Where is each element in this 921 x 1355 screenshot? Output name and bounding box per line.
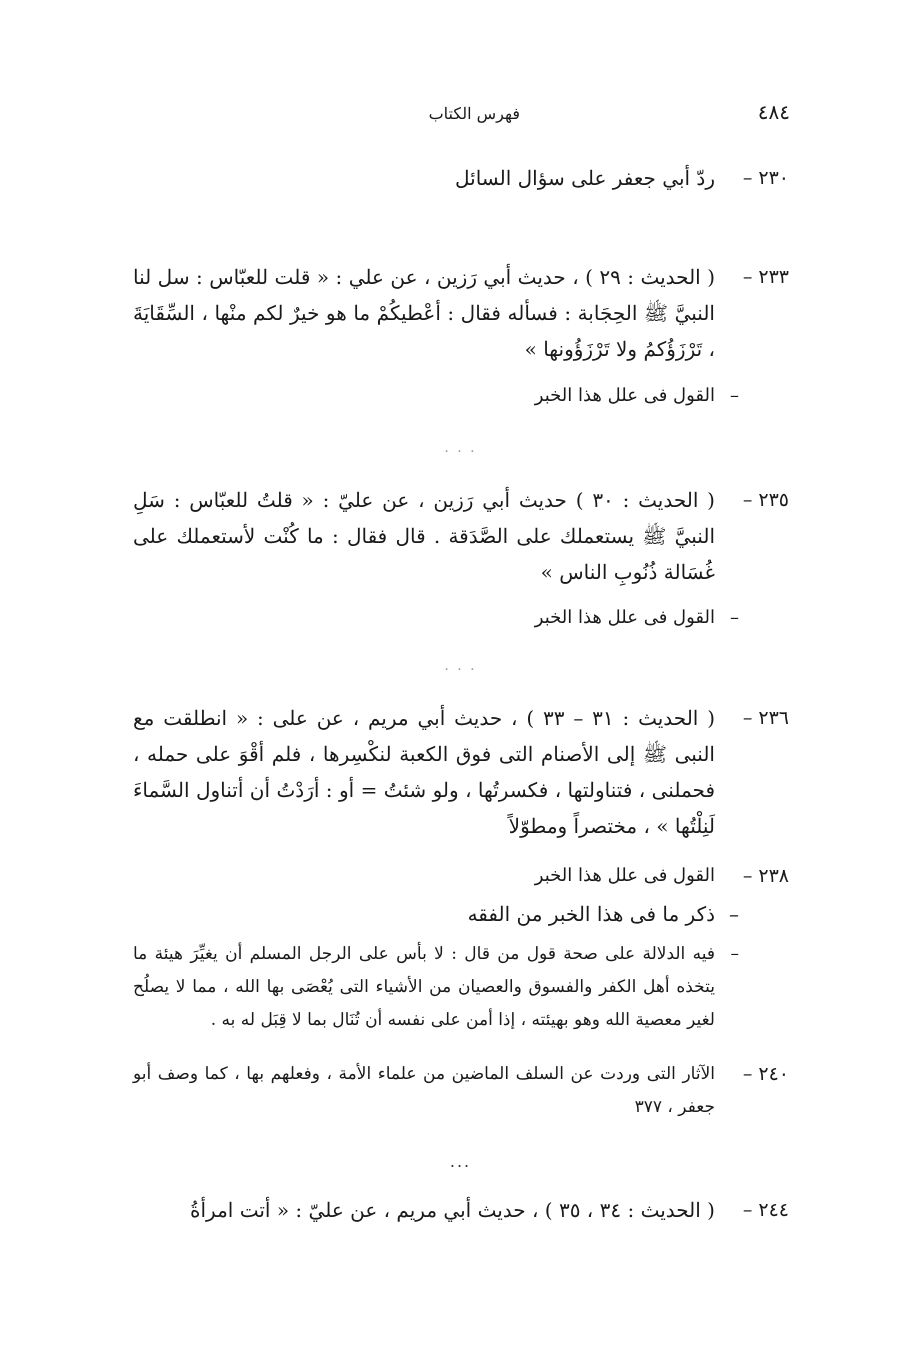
index-entry — [133, 1058, 789, 1124]
index-entry — [133, 160, 789, 196]
sub-entry-text: القول فى علل هذا الخبر — [534, 607, 715, 628]
index-entry — [133, 1192, 789, 1228]
sub-entry: – القول فى علل هذا الخبر — [133, 380, 789, 412]
section-separator: · · · — [444, 662, 477, 678]
entry-number: ٢٣٨ – — [742, 865, 789, 887]
section-separator: · · · — [444, 444, 477, 460]
entry-number: ٢٣٦ – — [742, 707, 789, 729]
entry-text: الآثار التى وردت عن السلف الماضين من علماء الأمة ، وفعلهم بها ، كما وصف أبو جعفر ، ٣٧٧ — [133, 1064, 715, 1117]
entry-number: ٢٣٣ – — [742, 266, 789, 288]
section-separator: ... — [449, 1152, 472, 1171]
page-number: ٤٨٤ — [757, 100, 790, 124]
sub-entry: – القول فى علل هذا الخبر — [133, 602, 789, 634]
page-header — [130, 100, 790, 130]
entry-number: ٢٤٠ – — [742, 1063, 789, 1085]
sub-entry-text: فيه الدلالة على صحة قول من قال : لا بأس على الرجل المسلم أن يغيِّرَ هيئة ما يتخذه أهل الكفر والفسوق والعصيان من الأشياء التى يُعْصَى بها الله ، مما لا يصلُح لغير معصية الله وهو بهيئته ، إذا أمن على نفسه أن تُنَال بما لا قِبَل له به . — [133, 944, 715, 1030]
sub-entry: – ذكر ما فى هذا الخبر من الفقه — [133, 898, 789, 930]
entry-text: ( الحديث : ٣٠ ) حديث أبي رَزين ، عن عليّ : « قلتُ للعبّاس : سَلِ النبيَّ ﷺ يستعملك على الصَّدَقة . قال فقال : ما كُنْت لأستعملك على غُسَالة ذُنُوبِ الناس » — [133, 488, 715, 584]
entry-text: ( الحديث : ٣١ – ٣٣ ) ، حديث أبي مريم ، عن على : « انطلقت مع النبى ﷺ إلى الأصنام التى فوق الكعبة لنكْسِرها ، فلم أقْوَ على حمله ، فحملنى ، فتناولتها ، فكسرتُها ، ولو شئتُ = أو : أرَدْتُ أن أتناول السَّماءَ لَنِلْتُها » ، مختصراً ومطوّلاً — [133, 706, 716, 838]
sub-entry: – فيه الدلالة على صحة قول من قال : لا بأس على الرجل المسلم أن يغيِّرَ هيئة ما يتخذه أهل الكفر والفسوق والعصيان من الأشياء التى يُعْصَى بها الله ، مما لا يصلُح لغير معصية الله وهو بهيئته ، إذا أمن على نفسه أن تُنَال بما لا قِبَل له به . — [133, 938, 789, 1037]
entry-number: ٢٣٥ – — [742, 489, 789, 511]
entry-text: القول فى علل هذا الخبر — [534, 865, 715, 886]
index-entry — [133, 860, 789, 892]
entry-text: ( الحديث : ٣٤ ، ٣٥ ) ، حديث أبي مريم ، عن عليّ : « أتت امرأةُ — [190, 1198, 715, 1222]
index-entry — [133, 259, 789, 367]
index-entry — [133, 700, 789, 844]
entry-text: ردّ أبي جعفر على سؤال السائل — [454, 166, 715, 190]
index-entry — [133, 482, 789, 590]
entry-number: ٢٣٠ – — [742, 167, 789, 189]
entry-text: ( الحديث : ٢٩ ) ، حديث أبي رَزين ، عن علي : « قلت للعبّاس : سل لنا النبيَّ ﷺ الحِجَابة : فسأله فقال : أعْطيكُمْ ما هو خيرٌ لكم منْها ، السِّقَايَةَ ، تَرْزَؤُكمُ ولا تَرْزَؤُونها » — [133, 265, 715, 361]
sub-entry-text: القول فى علل هذا الخبر — [534, 385, 715, 406]
entry-number: ٢٤٤ – — [742, 1199, 789, 1221]
sub-entry-text: ذكر ما فى هذا الخبر من الفقه — [467, 902, 715, 926]
running-title: فهرس الكتاب — [428, 104, 520, 123]
